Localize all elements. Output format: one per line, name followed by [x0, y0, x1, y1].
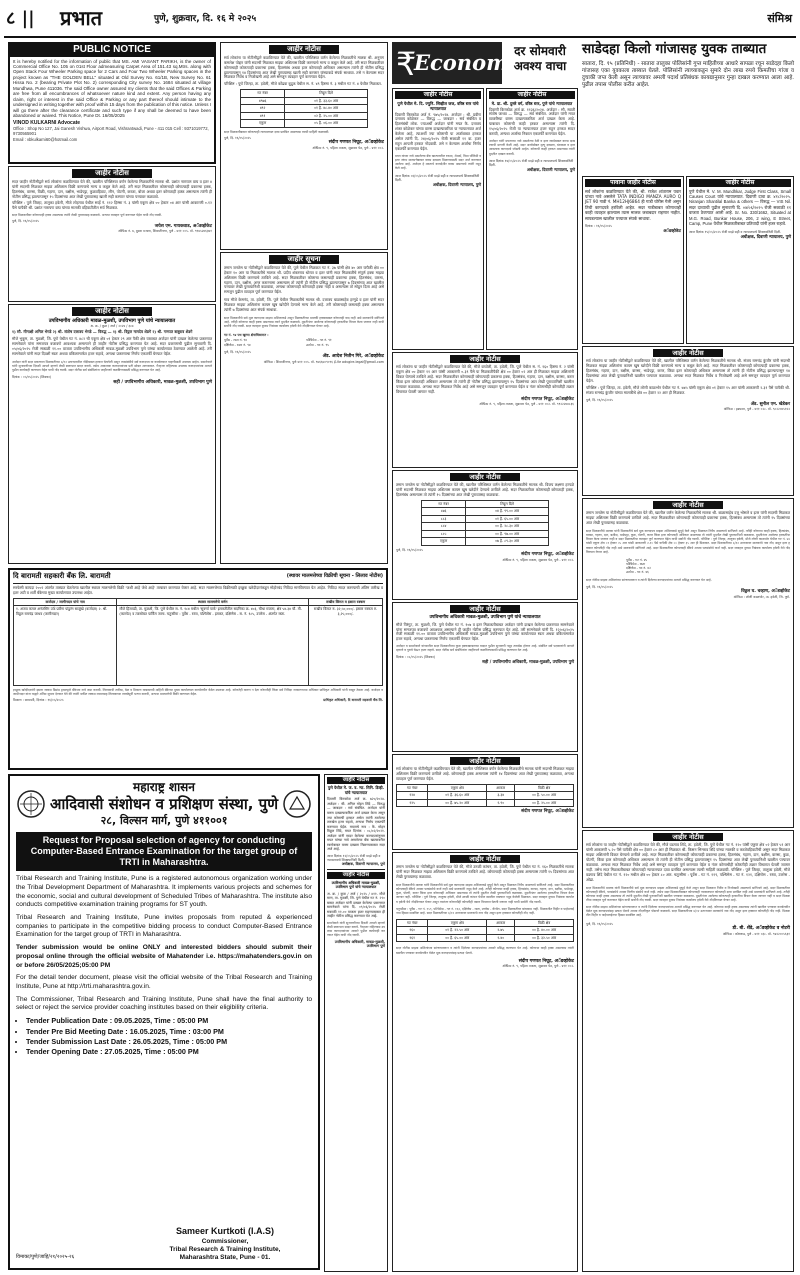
filler-text: सदर मिळकतीचे मालक यांनी मिळकतीचे सर्व मूळ कागदपत्र माझ्या अशिलाकडे सुपूर्द केले असून सदर मिळकत निर्वेध व निजोखमी असल्याचे सांगितले आहे. सदर मिळकतीवर कोणत्याही बँकेचे, पतसंस्थेचे अथवा वित्तीय संस्थेचे कर्ज नाही. तसेच सदर मिळकतीबाबत कोणत्याही न्यायालयात कोणताही दावा प्रलंबित नाही असे मालकांनी सांगितले आहे. तरीही कोणाचा काही हक्क असल्यास तो त्यांनी मुदतीत लेखी पुराव्यानिशी खालील पत्त्यावर कळवावा. मुदतीनंतर आलेल्या कोणत्याही हरकतींचा विचार केला जाणार नाही व सदर मिळकतीचा व्यवहार पूर्ण करण्यात येईल याची सर्वांनी नोंद घ्यावी. सदर व्यवहार दुय्यम निबंधक कार्यालय हवेली येथे नोंदविण्यात येणार आहे.	[586, 885, 790, 902]
notice-title: जाहीर नोटीस	[269, 45, 339, 54]
table-row	[14, 606, 383, 686]
govt-tender-ad	[8, 774, 320, 1270]
notice-date: आज दिनांक ०६/०५/२०२५ रोजी माझे सही व न्यायालयाचे शिक्क्यानिशी दिली.	[395, 173, 480, 182]
notice-mid-1	[220, 42, 388, 250]
bank-subtitle: (स्थावर मालमत्तेच्या विक्रीची सूचना - लिलाव नोटीस)	[286, 573, 383, 580]
headline-line-1: दर सोमवारी	[514, 44, 566, 58]
table-cell: २.७५	[487, 927, 515, 934]
notice-date: दिनांक : १६/०५/२०२५	[585, 224, 612, 229]
table-cell: ०५ है. ०६.०० आर	[285, 120, 368, 127]
notice-signer: ॲड. सुनील एम. खेडेकर	[750, 401, 790, 407]
notice-title: जाहीर नोटीस	[489, 91, 575, 99]
notice-title: जाहीर नोटीस	[653, 349, 723, 357]
notice-signer: अधीक्षक, दिवाणी न्यायालय, पुणे	[341, 862, 385, 867]
table-cell: ०० है. २८.३० आर	[466, 523, 549, 530]
notice-body: सरफेसी कायदा २००२ अंतर्गत ताब्यात घेतलेल्या खालील स्थावर मालमत्तेची विक्री 'जशी आहे जेथे आहे' तत्त्वावर करण्यात येणार आहे. सदर मालमत्तेच्या विक्रीसाठी इच्छुक खरेदीदारांकडून मोहोरबंद निविदा मागविण्यात येत आहेत. निविदा सादर करण्याची अंतिम तारीख व इतर अटी व शर्ती बँकेच्या मुख्य कार्यालयात उपलब्ध आहेत.	[13, 584, 383, 595]
notice-title: जाहीर नोटीस	[72, 307, 152, 316]
table-header: गट नंबर	[397, 919, 428, 926]
rfp-banner: Request for Proposal selection of agency for conducting Computer-Based Entrance Examination for the target group of TRTI in Maharashtra.	[16, 832, 312, 872]
notice-title: जाहीर नोटीस	[450, 757, 520, 765]
notice-date: दिनांक : ०५/०५/२०२५ (शिक्का)	[12, 375, 51, 380]
table-cell: ०१ है. ३३.६० आर	[285, 97, 368, 104]
notice-body: सर्व लोकांना कळविण्यात येते की, श्री. राजेश शांताराम पवार यांच्या नावे असलेले TATA INDIGO MANZA AURO Q JET 90 गाडी नं. MH12HJ6864 ही गाडी चोरीस गेली असून तिची कागदपत्रे हरविली आहेत. सदर गाडीबाबत कोणाचाही काही व्यवहार झाल्यास त्यास मालक जबाबदार राहणार नाहीत. सापडल्यास खालील पत्त्यावर संपर्क साधावा.	[585, 188, 681, 221]
page-header	[4, 4, 796, 38]
boundary-item: पश्चिमेस - रस्ता	[626, 562, 646, 567]
filler-text: अर्जदार व सामनेवाले यांच्यातील सदर मिळकतीच्या कुळ हक्काबाबतच्या वादात पुढील सुनावणी नमूद तारखेस होणार आहे. संबंधित सर्व पक्षकारांनी आपले म्हणणे व पुरावे घेऊन हजर राहावे. सदर नोटीस सर्व संबंधितांना जाहीरपणे कळविण्यासाठी प्रसिद्ध करण्यात येत आहे.	[396, 644, 574, 653]
table-cell: ४९२	[241, 105, 285, 112]
notice-mid-bottom	[324, 774, 388, 1272]
table-header: एकूण क्षेत्र	[428, 784, 487, 791]
table-cell: एकूण	[421, 538, 465, 545]
table-cell: ८८४	[421, 523, 465, 530]
notice-title: पावाना जाहीर नोटीस	[585, 179, 681, 187]
notice-body: मौजे भुकूम, ता. मुळशी, जि. पुणे येथील गट नं. ४८२ ची एकूण क्षेत्र ०१ हेक्टर २९ आर पैकी क्षेत्र याबाबत अर्जदार यांनी दाखल केलेल्या प्रकरणात सामनेवाले यांना समजपत्र बजावणे आवश्यक असल्याने ही जाहीर नोटीस प्रसिद्ध करण्यात येत आहे. सदर प्रकरणाची पुढील सुनावणी दि. ०५/०६/२०२५ रोजी सकाळी ११.०० वाजता उपविभागीय अधिकारी मावळ-मुळशी उपविभाग पुणे यांच्या कार्यालयात ठेवण्यात आलेली आहे. तरी सामनेवाले यांनी सदर दिवशी स्वतः अथवा वकिलामार्फत हजर राहावे, अन्यथा प्रकरणाचा निर्णय एकतर्फी घेण्यात येईल.	[12, 336, 212, 356]
economy-text: Economy	[414, 50, 521, 75]
notice-signer: सही / उपविभागीय अधिकारी, मावळ-मुळशी, उपविभाग पुणे	[113, 379, 212, 385]
notice-date: पुणे, दि. १६/०५/२०२५	[586, 921, 613, 926]
notice-signer: अॅडव्होकेट	[663, 228, 681, 234]
signer-title: Commissioner,	[201, 1237, 249, 1245]
filler-text: सदर मिळकतीबाबत कोणत्याही न्यायालयात दावा प्रलंबित असल्यास त्याची माहिती कळवावी.	[224, 129, 330, 134]
signer-place: Maharashtra State, Pune - 01.	[179, 1253, 271, 1261]
notice-address: ऑफिस नं. ७, दुसरा मजला, शिवाजीनगर, पुणे - ४११ ००५. मो. ९९७५२४६३४१	[118, 229, 212, 234]
public-notice-title: PUBLIC NOTICE	[10, 44, 214, 57]
filler-text: सदर नोटीस माझ्या अशिलांच्या सांगण्यावरून व त्यांनी दिलेल्या कागदपत्रांच्या आधारे प्रसिद्ध करण्यात येत आहे. कोणाचा काही हक्क असल्यास त्यांनी खालील पत्त्यावर कार्यालयीन वेळेत मूळ कागदपत्रांसह प्रत्यक्ष भेटावे अथवा नोंदणीकृत पोस्टाने कळवावे. सदर मिळकतीच्या ७/१२ उताऱ्यावर मालकांचे नाव नोंद असून इतर हक्कात कोणतीही नोंद नाही. मिळकतीत विहीर व पाईपलाईनचा हिस्सा समाविष्ट आहे.	[586, 905, 790, 918]
table-header: गट नंबर	[397, 784, 428, 791]
table-header: कर्जदार / जामीनदार यांचे नाव	[14, 598, 117, 605]
table-cell: ०० है. ९७.०० आर	[466, 530, 549, 537]
public-notice-email: Email : vbkulkarni60@hotmail.com	[13, 136, 78, 142]
notice-title: जाहीर नोटीस	[450, 355, 520, 363]
section-name: संमिश्र	[767, 12, 792, 25]
court-name: पुणे येथील मे. दि. ज्युनि. सिव्हील जज, वरिष्ठ स्तर यांचे न्यायालयात	[397, 100, 479, 111]
notice-signer: संदीप गणपत निघूट, अॅडव्होकेट	[518, 958, 574, 964]
parcel-item: पूर्वेस - रस्ता नं. ९४	[224, 337, 247, 342]
notice-title: जाहीर नोटीस	[689, 179, 791, 187]
notice-right-1	[582, 346, 794, 496]
notice-date: पुणे, दि. १६/०५/२०२५	[586, 584, 613, 589]
table-row	[421, 523, 548, 530]
notice-date: आज दिनांक १५/०५/२०२५ रोजी माझे सही व न्यायालयाचे शिक्क्यानिशी दिली.	[689, 229, 782, 234]
notice-schedule: परिशिष्ट : पुणे जिल्हा, ता. हवेली, मौजे कोंढवा बुद्रुक येथील स. नं. ४९ हिस्सा नं. ३ मधील गट नं. ४ येथील मिळकत.	[224, 81, 382, 87]
public-notice-signer: VINOD KULKARNI Advocate	[13, 119, 81, 126]
table-cell: ४९७६	[241, 97, 285, 104]
table-row	[241, 120, 368, 127]
economy-banner	[392, 42, 521, 84]
filler-text: सदर मिळकतीचे मालक यांनी मिळकतीचे सर्व मूळ कागदपत्र माझ्या अशिलाकडे सुपूर्द केले असून मिळकत निर्वेध असल्याचे सांगितले आहे. तरीही कोणाचा काही हक्क, हितसंबंध, वारसा, गहाण, दान, बक्षीस, भाडेपट्टा, कुळ, पोटगी, करार किंवा इतर कोणताही अधिकार असल्यास तो त्यांनी मुदतीत लेखी पुराव्यानिशी कळवावा. मुदतीनंतर आलेल्या हरकतींचा विचार केला जाणार नाही व सदर मिळकतीचा व्यवहार पूर्ण करण्यात येईल याची सर्वांनी नोंद घ्यावी. परिशिष्ट : पुणे जिल्हा, तालुका हवेली, मौजे लोणी काळभोर येथील गट नं. ४४ यांसी एकूण क्षेत्र ०१ हेक्टर ०५ आर यांसी आकारणी २.१० पैसे यापैकी क्षेत्र ०० हेक्टर ३५ आर ही मिळकत. सदर मिळकतीच्या ७/१२ उताऱ्यावर मालकांचे नाव नोंद असून इतर हक्कात कोणतीही नोंद नाही असे मालकांनी सांगितले आहे. सदर मिळकतीवर कोणत्याही बँकेचे अथवा पतसंस्थेचे कर्ज नाही. सदर व्यवहार दुय्यम निबंधक कार्यालय हवेली येथे नोंदविण्यात येणार आहे.	[586, 528, 790, 554]
table-cell: १६१	[397, 934, 428, 941]
govt-para-3: Tender submission would be online ONLY and interested bidders should submit their proposal online through the official website of Mahatender i.e. https://mahatenders.gov.in on or before 26/05/2025;05:00 PM	[16, 944, 312, 969]
filler-text: मयत यांच्या नावे असलेल्या बँक खात्यावरील रकमा, शेअर्स, विमा पॉलिसी व इतर जंगम मालमत्तेबाबत वारस दाखला मिळण्यासाठी सदर अर्ज करण्यात आलेला आहे. अर्जदार हे मयताचे कायदेशीर वारस असल्याचे त्यांनी नमूद केले आहे.	[395, 153, 481, 171]
court-name-2: उपविभागीय अधिकारी मावळ-मुळशी, उपविभाग पुणे यांचे न्यायालयात	[331, 880, 381, 890]
pavana-notice	[582, 176, 684, 344]
notice-title: जाहीर नोटीस	[395, 91, 481, 99]
logo-icon	[282, 789, 312, 819]
filler-text: सदर नोटीस माझ्या अशिलांच्या सांगण्यावरून व त्यांनी दिलेल्या कागदपत्रांच्या आधारे प्रसिद्ध करण्यात येत आहे. कोणाचा काही हक्क असल्यास त्यांनी खालील पत्त्यावर कार्यालयीन वेळेत मूळ कागदपत्रांसह प्रत्यक्ष भेटावे.	[396, 946, 574, 955]
notice-signer: सही / उपविभागीय अधिकारी, मावळ-मुळशी, उपविभाग पुणे	[482, 658, 574, 664]
table-cell: १६०	[397, 927, 428, 934]
table-cell: ८७६	[421, 508, 465, 515]
notice-signer: ॲड. आदेश नितीन गिरे, अॅडव्होकेट	[322, 354, 384, 360]
court-notice-1	[8, 304, 216, 564]
notice-body: सर्व लोकांना या जाहीर नोटीसीद्वारे कळविण्यात येते की, मौजे वडगाव शिंदे, ता. हवेली, जि. पुणे येथील गट नं. १२० यांसी एकूण क्षेत्र ०२ हेक्टर ५१ आर यांसी आकारणी ५.२० पैसे यापैकी क्षेत्र ०० हेक्टर ८० आर ही मिळकत श्री. किसन भिमराव शिंदे यांच्या मालकी व कब्जेवहिवाटीची असून सदर मिळकत माझ्या अशिलांनी विकत घेण्याचे ठरविले आहे. सदर मिळकतीवर कोणाचाही कोणत्याही प्रकारचा हक्क, हितसंबंध, गहाण, दान, बक्षीस, वारसा, कुळ, पोटगी, किंवा इतर कोणताही अधिकार असल्यास तो त्यांनी ही नोटीस प्रसिद्ध झाल्यापासून १५ दिवसांच्या आत लेखी पुराव्यानिशी खालील पत्त्यावर कळवावा. अन्यथा सदर मिळकत निर्वेध आहे असे समजून व्यवहार पूर्ण करण्यात येईल व नंतर कोणाचीही कोणतीही तक्रार विचारात घेतली जाणार नाही. तसेच सदर मिळकतीबाबत कोणत्याही न्यायालयात दावा प्रलंबित असल्यास त्याची माहिती कळवावी. परिशिष्ट : पुणे जिल्हा, तालुका हवेली, मौजे वडगाव शिंदे येथील गट नं. १२० मधील क्षेत्र ०० हेक्टर ८० आर. चतुःसीमा : पूर्वेस - गट नं. ११९, पश्चिमेस - गट नं. १२१, दक्षिणेस - रस्ता, उत्तरेस - ओढा.	[586, 842, 790, 882]
notice-signer: विठ्ठल घ. चव्हाण, अॅडव्होकेट	[741, 589, 790, 595]
table-header: आकार	[487, 919, 515, 926]
table-cell: १.४०	[487, 934, 515, 941]
notice-address: ऑफिस नं. ९, पहिला मजला, शुक्रवार पेठ, पुणे - ४११ ००२.	[312, 145, 384, 150]
table-row	[241, 112, 368, 119]
notice-signer: संदीप गणपत निघूट, अॅडव्होकेट	[521, 396, 574, 402]
notice-body: सदर जाहीर नोटीसीद्वारे सर्व लोकांना कळविण्यात येते की, खालील परिशिष्टात वर्णन केलेल्या मिळकतीचे मालक श्री. प्रशांत नारायण वाघ व इतर ४ यांनी सदरची मिळकत माझ्या अशिलास विक्री करण्याचे मान्य व कबूल केले आहे. तरी सदर मिळकतीवर कोणाचाही कोणत्याही प्रकारचा हक्क, हितसंबंध, वारसा, विक्री, गहाण, दान, बक्षीस, भाडेपट्टा, कुळवहिवाट, लीन, पोटगी, कब्जा, बोजा अथवा इतर कोणताही हक्क असल्यास त्यांनी ही नोटीस प्रसिद्ध झाल्यापासून १५ दिवसांच्या आत लेखी पुराव्यासह खाली सही करणार यांच्या पत्त्यावर कळवावे.	[12, 178, 212, 199]
notice-body-2: अ. क्र. / कुळ / अर्ज / २०२५ / ४११. मौजे माण, ता. मुळशी, जि. पुणे येथील गट नं. २९० बाबत अर्जदार यांनी दाखल केलेल्या प्रकरणात सामनेवाले यांना दि. ०९/०६/२०२५ रोजी सकाळी ११.०० वाजता हजर राहण्याबाबत ही जाहीर नोटीस प्रसिद्ध करण्यात येत आहे.	[327, 891, 385, 919]
notice-address: ऑफिस : शिवाजीनगर, पुणे ४११ ००५. मो. ९७६६७०९०९६ ई-मेल advgire.legal@gmail.com	[263, 360, 384, 365]
notice-address: ऑफिस नं. ९, पहिला मजला, शुक्रवार पेठ, पुणे - ४११ ००२. मो. ९९२२२४४८३६	[479, 402, 574, 407]
notice-ec-6	[392, 852, 578, 1272]
notice-body: सर्व लोकांना या नोटीसीद्वारे कळविण्यात येते की, खालील परिशिष्टात वर्णन केलेल्या मिळकतीचे मालक यांनी सदरची मिळकत माझ्या अशिलास विक्री करण्याचे ठरविले आहे. कोणाचाही हक्क असल्यास त्यांनी १४ दिवसांच्या आत लेखी पुराव्यासह कळवावा, अन्यथा व्यवहार पूर्ण करण्यात येईल.	[396, 766, 574, 781]
table-cell: ०२ है. २५.०० आर	[285, 112, 368, 119]
notice-schedule: परिशिष्ट : पुणे जिल्हा, तालुका हवेली, मौजे लोहगाव येथील सर्व्हे नं. ११२ हिस्सा नं. ३ यांसी एकूण क्षेत्र ०० हेक्टर ०४ आर यांसी आकारणी ०.१२ पैसे यापैकी श्री. प्रशांत नारायण वाघ यांच्या मालकी वहिवाटीतील सर्व मिळकत.	[12, 200, 212, 211]
notice-title: जाहीर सूचना	[269, 255, 339, 264]
table-cell: ०० है. ४०.०० आर	[515, 927, 574, 934]
area-table	[421, 500, 549, 546]
notice-date: पुणे, दि. १६/०५/२०२५	[586, 397, 613, 402]
svg-text:₹: ₹	[396, 45, 417, 83]
news-body: सातारा, दि. १५ (प्रतिनिधी) - सातारा तालुका पोलिसांनी गुप्त माहितीच्या आधारे सापळा रचून साडेदहा किलो गांजासह एका युवकाला ताब्यात घेतले. पोलिसांनी त्याच्याकडून सुमारे दोन लाख रुपये किमतीचा गांजा व दुचाकी जप्त केली असून त्याच्यावर अमली पदार्थ प्रतिबंधक कायद्यानुसार गुन्हा दाखल करण्यात आला आहे. पुढील तपास पोलीस करीत आहेत.	[582, 60, 794, 88]
area-table	[240, 89, 368, 127]
notice-footer: पुणे, दि. १६/०५/२०२५	[224, 135, 251, 140]
date-line: पुणे, शुक्रवार, दि. १६ मे २०२५	[154, 14, 257, 24]
notice-right-2	[582, 498, 794, 828]
notice-body: दिवाणी किरकोळ अर्ज नं. ९७५/२०२४. अर्जदार : श्री. प्रवीण दत्तात्रय कोळेकर — विरुद्ध — जाबदार : सर्व संबंधित व हितसंबंधी लोक. ज्याअर्थी अर्जदार यांनी मयत कै. दत्तात्रय शंकर कोळेकर यांच्या वारस दाखल्याकरिता या न्यायालयात अर्ज केलेला आहे, त्याअर्थी ज्या कोणाची या अर्जाबाबत हरकत असेल त्यांनी दि. २४/०६/२०२५ रोजी सकाळी ११ वा. हजर राहून आपली हरकत नोंदवावी. तसे न केल्यास अर्जाचा निर्णय एकतर्फी करण्यात येईल.	[395, 111, 481, 151]
notice-ec-3	[392, 352, 578, 468]
table-cell: १२४	[397, 792, 428, 799]
notice-body: दिवाणी किरकोळ अर्ज क्र. ७२०/२०२४. अर्जदार : श्री. अनिल मोहन शिंदे — विरुद्ध — जाबदार : सर्व संबंधित. अर्जदार यांनी वारस दाखल्याकरिता अर्ज दाखल केला असून ज्या कोणाची हरकत असेल त्यांनी ठरलेल्या तारखेस हजर राहावे, अन्यथा निर्णय एकतर्फी करण्यात येईल. मयताचे नाव : कै. मोहन विठ्ठल शिंदे, मयत दिनांक : ०८/०२/२०२१. अर्जदार यांनी सादर केलेल्या कागदपत्रांनुसार मयत यांच्या नावे असलेल्या बँक खात्यावरील रकमेबाबत वारस दाखला मिळण्याबाबत सदर अर्ज आहे.	[327, 797, 385, 852]
table-header: एकूण क्षेत्र	[428, 919, 487, 926]
notice-title: जाहीर नोटीस	[450, 473, 520, 481]
notice-signer: अधीक्षक, दिवाणी न्यायालय, पुणे	[432, 181, 481, 187]
court-name: उपविभागीय अधिकारी मावळ-मुळशी, उपविभाग पुणे यांचे न्यायालयात	[48, 317, 176, 324]
masthead: प्रभात	[60, 6, 103, 30]
notice-ec-1	[392, 88, 484, 350]
table-cell: ०१ है. ४८.४० आर	[285, 105, 368, 112]
notice-date: पुणे, दि. १६/०५/२०२५	[396, 547, 423, 552]
notice-signer: संदीप गणपत निघूट, अॅडव्होकेट	[521, 552, 574, 558]
notice-title: जाहीर नोटीस	[653, 501, 723, 509]
table-row	[241, 105, 368, 112]
table-cell: ४९१	[241, 112, 285, 119]
notice-title: जाहीर नोटीस	[450, 605, 520, 613]
case-number: अ. क्र. / कुळ / अर्ज / २०२४ / ३८७	[90, 324, 134, 328]
table-header: विक्री क्षेत्र	[515, 784, 574, 791]
parcel-item: उत्तरेस - गट नं. ९५	[306, 342, 329, 347]
table-header: गट नंबर	[421, 500, 465, 507]
notice-ec-2	[486, 88, 578, 350]
filler-text: सदर मिळकतीचे सर्व मूळ कागदपत्र माझ्या अशिलाकडे असून मिळकतीच्या मालकी हक्काबाबत कोणताही वाद नाही असे मालकांनी सांगितले आहे. तरीही कोणाचा काही हक्क असल्यास त्याने मुदतीत कळवावे. मुदतीनंतर आलेल्या कोणत्याही हरकतींचा विचार केला जाणार नाही याची सर्वांनी नोंद घ्यावी. सदर व्यवहार दुय्यम निबंधक कार्यालय हवेली येथे नोंदविण्यात येणार आहे.	[224, 316, 384, 329]
notice-ec-4	[392, 470, 578, 600]
filler-text: सदर नोटीस माझ्या अशिलांच्या सांगण्यावरून व त्यांनी दिलेल्या कागदपत्रांच्या आधारे प्रसिद्ध करण्यात येत आहे.	[586, 577, 712, 582]
table-cell: ०० है. ६५.०० आर	[428, 934, 487, 941]
table-cell: ८८३	[421, 515, 465, 522]
notice-date: आज दिनांक १२/०५/२०२५ रोजी माझे सही व न्यायालयाचे शिक्क्यानिशी दिली.	[327, 853, 381, 863]
table-cell: ०१ है. २२.५० आर	[428, 927, 487, 934]
govt-para-1: Tribal Research and Training Institute, Pune is a registered autonomous organization working under the Tribal Development Department of Maharashtra. It implements various projects and schemes for the economic, social and cultural development of Scheduled Tribes of Maharashtra. The institute also conducts competitive examination training programs for ST youth.	[16, 875, 312, 909]
bank-auction-notice	[8, 568, 388, 770]
parties: १) सौ. मीनाक्षी अनिल भेगडे २) श्री. संतोष दत्तात्रय भेगडे — विरुद्ध — १) श्री. विठ्ठल नामदेव शेडगे २) श्री. गणपत बाबुराव शेडगे	[12, 329, 193, 335]
table-row	[397, 799, 574, 806]
table-header: विक्री क्षेत्र	[515, 919, 574, 926]
boundary-list	[626, 558, 790, 575]
public-notice-address: Office : Shop No 127, Jai Ganesh Vishwa, Airport Road, Vishrantwadi, Pune - 411 015 Cell : 9371019772, 9730565901	[13, 126, 209, 137]
notice-body: सर्व लोकांना या नोटीसीद्वारे कळविण्यात येते की, खालील परिशिष्टात वर्णन केलेल्या मिळकतीचे मालक श्री. अनुराग कमलेश पोद्दार यांनी सदरची मिळकत माझ्या अशिलास विक्री करण्याचे मान्य व कबूल केले आहे. तरी सदर मिळकतीवर कोणाचाही कोणत्याही प्रकारचा हक्क, हितसंबंध अथवा इतर कोणताही अधिकार असल्यास त्यांनी ही नोटीस प्रसिद्ध झाल्यापासून १४ दिवसांच्या आत लेखी पुराव्यासह खाली सही करणार यांच्याकडे संपर्क साधावा. तसे न केल्यास सदर मिळकत निर्वेध व निजोखमी आहे असे समजून व्यवहार पूर्ण करण्यात येईल.	[224, 54, 384, 80]
notice-signer: प्राधिकृत अधिकारी, दि बारामती सहकारी बँक लि.	[323, 698, 383, 703]
table-cell: मौजे हिंजवडी, ता. मुळशी, जि. पुणे येथील स. नं. १८४ मधील 'सुवर्णा पार्क' इमारतीतील सदनिका क्र. ४०३, चौथा मजला, क्षेत्र ५४.३४ चौ. मी. (कारपेट) व त्यासोबत पार्किंग जागा. चतुःसीमा : पूर्वेस - रस्ता, पश्चिमेस - इमारत, दक्षिणेस - स. नं. १८५, उत्तरेस - अंतर्गत रस्ता.	[117, 606, 309, 686]
table-cell: ०१ है. ३६.६० आर	[428, 792, 487, 799]
notice-title: जाहीर नोटीस	[450, 855, 520, 863]
table-row	[421, 508, 548, 515]
area-table	[396, 784, 574, 807]
parcel-item: पश्चिमेस - गट नं. ९१	[306, 337, 332, 342]
govt-para-5: The Commissioner, Tribal Research and Training Institute, Pune shall have the final authority to select or reject the service provider coaching institutes based on their eligibility criteria.	[16, 995, 312, 1012]
filler-text: सदर मिळकतीचे मालक यांनी मिळकतीचे सर्व मूळ कागदपत्र माझ्या अशिलाकडे सुपूर्द केले असून मिळकत निर्वेध असल्याचे सांगितले आहे. सदर मिळकतीवर कोणत्याही बँकेचे अथवा पतसंस्थेचे कर्ज नाही असे मालकांनी नमूद केले आहे. तरीही कोणाचा काही हक्क, हितसंबंध, वारसा, गहाण, दान, बक्षीस, भाडेपट्टा, कुळ, पोटगी, करार किंवा इतर कोणताही अधिकार असल्यास तो त्यांनी मुदतीत लेखी पुराव्यानिशी कळवावा. मुदतीनंतर आलेल्या हरकतींचा विचार केला जाणार नाही. परिशिष्ट : पुणे जिल्हा, तालुका हवेली, मौजे उरुळी कांचन येथील खालील तक्त्यात नमूद केलेली मिळकत. सदर व्यवहार दुय्यम निबंधक कार्यालय हवेली येथे नोंदविण्यात येणार असून त्यानंतर कोणाचीही कोणतीही तक्रार विचारात घेतली जाणार नाही याची सर्वांनी नोंद घ्यावी.	[396, 882, 574, 904]
area-table	[396, 919, 574, 942]
table-cell: राखीव किंमत रु. ३२,५०,०००/- इसारा रक्कम रु. ३,२५,०००/-	[309, 606, 383, 686]
table-row	[421, 515, 548, 522]
parcel-item: गट नं. ९४ पथ खुल्या क्षेत्राधिकारात :	[224, 332, 269, 337]
table-cell: ०० है. २५.०० आर	[515, 799, 574, 806]
notice-signer: अधीक्षक, दिवाणी न्यायालय, पुणे	[526, 167, 575, 173]
tender-schedule	[16, 1016, 312, 1058]
court-notice-2	[392, 602, 578, 752]
boundary-item: दक्षिणेस - गट नं. ४२	[626, 566, 651, 571]
notice-body: सर्व लोकांना या जाहीर नोटीसीद्वारे कळविण्यात येते की, मौजे वाघोली, ता. हवेली, जि. पुणे येथील स. नं. १६० हिस्सा नं. २ यांसी एकूण क्षेत्र ०० हेक्टर ११ आर यांसी आकारणी ०.३९ पैसे या मिळकतीपैकी क्षेत्र ०० हेक्टर ०२ आर ही मिळकत माझ्या अशिलांनी विकत घेण्याचे ठरविले आहे. सदर मिळकतीवर कोणाचाही कोणत्याही प्रकारचा हक्क, हितसंबंध, गहाण, दान, बक्षीस, वारसा, करार किंवा इतर कोणताही अधिकार असल्यास तो त्यांनी ही नोटीस प्रसिद्ध झाल्यापासून १५ दिवसांच्या आत लेखी पुराव्यानिशी खालील पत्त्यावर कळवावा. अन्यथा सदर मिळकत निर्वेध आहे असे समजून व्यवहार पूर्ण करण्यात येईल व नंतर कोणाचीही कोणतीही तक्रार विचारात घेतली जाणार नाही.	[396, 364, 574, 394]
table-header: लिहून दिले	[466, 500, 549, 507]
table-header: गट नंबर	[241, 90, 285, 97]
govt-signature	[140, 1226, 310, 1262]
table-cell: ०१ है. ६५.०० आर	[466, 515, 549, 522]
public-notice-body: It is hereby notified for the information of public that MS. AMI VASANT PARIKH, is the owner of Commercial Office No. 105 on 01st Floor admeasuring Carpet Area of 151.43 sq.Mtrs. along with Open Stack Four Wheeler Parking space for 2 Cars and Four Two Wheeler Parking spaces in the project known as "THE GOLDEN BELL" situated at Old Survey No. 61/1B, New Survey No. 61 Hissa No. 2 (bearing Private Plot No. 2) corresponding City survey No. 1684 situated at village Mundhwa, Pune 411036. The said Office owner assured my clients that the said Offices & Parking are free from all encumbrances of whatsoever nature kind and extent. Any person having any claim, right or interest in the said Office & Parking or any part thereof should intimate to the undersigned in writing together with proof within 15 days from the publication of this notice. Unless I will go there after the clearance certificate and such type if any shall be deemed to have been abandoned or waived. This Notice, Pune Dt. 16/05/2025	[13, 58, 211, 119]
public-notice	[8, 42, 216, 164]
filler-text: चतुःसीमा : पूर्वेस - गट नं. १५९, पश्चिमेस - गट नं. १६२, दक्षिणेस - रस्ता, उत्तरेस - कॅनॉल. सदर मिळकतीवर बांधकाम नाही. मिळकतीत विहीर व पाईपलाईनचा हिस्सा समाविष्ट आहे. सदर मिळकतीच्या ७/१२ उताऱ्यावर मालकांचे नाव नोंद असून इतर हक्कात कोणतीही नोंद नाही.	[396, 906, 574, 915]
filler-text: इच्छुक खरेदीदारांनी इसारा रक्कम डिमांड ड्राफ्टद्वारे बँकेच्या नावे जमा करावी. लिलावाची तारीख, वेळ व ठिकाण याबाबतची माहिती बँकेच्या मुख्य कार्यालयात कार्यालयीन वेळेत उपलब्ध आहे. कोणतेही कारण न देता कोणतीही किंवा सर्व निविदा नाकारण्याचा अधिकार प्राधिकृत अधिकारी यांनी राखून ठेवला आहे. कर्जदार व जामीनदार यांना याद्वारे अंतिम सूचना देण्यात येते की त्यांनी थकीत रक्कम व्याजासह लिलावाच्या तारखेपूर्वी भरणा करावी, अन्यथा मालमत्तेची विक्री करण्यात येईल.	[13, 688, 383, 697]
table-cell: १. अजय कमल अनंतसिंग उर्फ प्रवीण पांडुरंग साळुंखे (कर्जदार) २. श्री. विठ्ठल रामचंद्र जाधव (जामीनदार)	[14, 606, 117, 686]
rupee-icon	[394, 43, 416, 83]
schedule-item: • Tender Opening Date : 27.05.2025, Time : 05:00 PM	[26, 1047, 312, 1057]
notice-title: जाहीर नोटीस	[72, 169, 152, 178]
notice-address: ऑफिस : लोणी काळभोर, ता. हवेली, जि. पुणे.	[733, 594, 790, 599]
notice-signer: संदीप गणपत निघूट, अॅडव्होकेट	[521, 809, 574, 815]
table-cell: एकूण	[241, 120, 285, 127]
signer-name: Sameer Kurtkoti (I.A.S)	[175, 1226, 275, 1237]
table-cell: ०० है. ७५.२० आर	[428, 799, 487, 806]
suchana-notice	[220, 252, 388, 564]
table-row	[397, 927, 574, 934]
org-name: आदिवासी संशोधन व प्रशिक्षण संस्था, पुणे	[49, 795, 279, 813]
filler-text: सामनेवाले यांनी सुनावणीच्या दिवशी आपले म्हणणे लेखी स्वरूपात सादर करावे. गैरहजर राहिल्यास उपलब्ध कागदपत्रांच्या आधारे पुढील कार्यवाही करण्यात येईल याची नोंद घ्यावी.	[327, 920, 385, 938]
table-cell: ०७ है. ८९.३० आर	[466, 538, 549, 545]
table-cell: ०० है. ५०.०० आर	[515, 792, 574, 799]
notice-schedule: परिशिष्ट : पुणे जिल्हा, ता. हवेली, मौजे लोणी काळभोर येथील गट नं. ७४५ यांसी एकूण क्षेत्र ०१ हेक्टर १५ आर यांसी आकारणी २.३१ पैसे यापैकी श्री. संजय रामचंद्र कुंजीर यांच्या मालकीचे क्षेत्र ०० हेक्टर २२ आर ही मिळकत.	[586, 384, 790, 395]
notice-signer: जयेश एम. गायकवाड, अॅडव्होकेट	[154, 223, 212, 229]
govt-para-4: For the detail tender document, please visit the official website of the Tribal Research and Training Institute, Pune at http://trti.maharashtra.gov.in.	[16, 974, 312, 990]
table-row	[421, 530, 548, 537]
table-cell: १.९०	[487, 799, 515, 806]
notice-signer: डी. बी. शेंडे, अॅडव्होकेट व नोटरी	[732, 925, 790, 931]
bank-name: दि बारामती सहकारी बँक लि. बारामती	[13, 572, 111, 580]
legal-notice	[686, 176, 794, 344]
notice-place: पुणे, दि. १६/०५/२०२५	[12, 219, 39, 224]
schedule-item: • Tender Publication Date : 09.05.2025, Time : 05:00 PM	[26, 1016, 312, 1026]
parcel-item: दक्षिणेस - रस्ता नं. ९४	[224, 342, 251, 347]
table-header: आकार	[487, 784, 515, 791]
notice-title-2: जाहीर नोटीस	[327, 872, 385, 879]
schedule-item: • Tender Submission Last Date : 26.05.2025, Time : 05:00 PM	[26, 1037, 312, 1047]
boundary-item: पूर्वेस - गट नं. ४५	[626, 557, 648, 562]
page-number: ८ ||	[6, 8, 35, 29]
notice-signer: अधीक्षक, दिवाणी न्यायालय, पुणे	[740, 233, 791, 239]
signer-org: Tribal Research & Training Institute,	[169, 1245, 281, 1253]
table-row	[397, 792, 574, 799]
table-header: राखीव किंमत व इसारा रक्कम	[309, 598, 383, 605]
court-name: उपविभागीय अधिकारी मावळ-मुळशी, उपविभाग पुणे यांचे न्यायालयात	[429, 615, 541, 621]
govt-para-2: Tribal Research and Training Institute, Pune invites proposals from reputed & experienced companies to participate in the competitive bidding process to conduct Computer-Based Entrance Examination for the target group of TRTI in Maharashtra.	[16, 914, 312, 939]
parcel-list	[224, 333, 384, 348]
notice-body: सर्व लोकांना या जाहीर नोटीसीद्वारे कळविण्यात येते की, खालील परिशिष्टात वर्णन केलेल्या मिळकतीचे मालक श्री. संजय रामचंद्र कुंजीर यांनी सदरची मिळकत माझ्या अशिलांना कायम खुष खरेदीने विक्री करण्याचे मान्य व कबूल केले आहे. सदर मिळकतीवर कोणाचाही कोणत्याही प्रकारचा हक्क, हितसंबंध, गहाण, दान, बक्षीस, वारसा, भाडेपट्टा, करार, किंवा इतर कोणताही अधिकार असल्यास तो त्यांनी ही नोटीस प्रसिद्ध झाल्यापासून १४ दिवसांच्या आत लेखी पुराव्यानिशी खालील पत्त्यावर कळवावा. अन्यथा सदर मिळकत निर्वेध व निजोखमी आहे असे समजून व्यवहार पूर्ण करण्यात येईल.	[586, 358, 790, 383]
property-table	[13, 598, 383, 686]
govt-title: महाराष्ट्र शासन	[133, 780, 195, 794]
headline-line-2: अवश्य वाचा	[513, 59, 567, 73]
table-cell: १२५	[397, 799, 428, 806]
table-cell: ०० है. ३२.५० आर	[515, 934, 574, 941]
table-cell: ०४ है. ९९.०० आर	[466, 508, 549, 515]
news-headline: साडेदहा किलो गांजासह युवक ताब्यात	[582, 41, 767, 57]
notice-signer: संदीप गणपत निघूट, अॅडव्होकेट	[328, 140, 384, 146]
notice-body: तमाम जनतेस या नोटीसीद्वारे कळविण्यात येते की, मौजे उरुळी कांचन, ता. हवेली, जि. पुणे येथील गट नं. १६० मिळकतीचे मालक यांनी सदर मिळकत माझ्या अशिलास विक्री करण्याचे ठरविले आहे. कोणाचाही कोणताही हक्क असल्यास त्यांनी १५ दिवसांच्या आत लेखी पुराव्यासह कळवावा.	[396, 864, 574, 879]
court-name: मे. प्रा. श्री. दुसरे वर्ग, वरिष्ठ स्तर, पुणे यांचे न्यायालयात	[491, 100, 573, 106]
filler-text: सदर मिळकतीवर कोणाचाही हक्क असल्यास त्यांनी लेखी पुराव्यासह कळवावे. अन्यथा व्यवहार पूर्ण करण्यात येईल याची नोंद घ्यावी.	[12, 213, 163, 218]
table-row	[241, 97, 368, 104]
table-cell: ३.३४	[487, 792, 515, 799]
notice-ec-5	[392, 754, 578, 850]
headline-mid	[504, 44, 576, 74]
govt-ref: विमाका/पुणे/जाहि/२१/२०२५-२६	[16, 1253, 75, 1260]
notice-right-3	[582, 830, 794, 1272]
right-news	[582, 42, 794, 174]
table-row	[421, 538, 548, 545]
org-address: २८, विल्सन मार्ग, पुणे ४११००१	[100, 813, 228, 827]
notice-body: मौजे पिरंगुट, ता. मुळशी, जि. पुणे येथील गट नं. १०७ व इतर मिळकतीबाबत अर्जदार यांनी दाखल केलेल्या प्रकरणात सामनेवाले यांना समजपत्र बजावणे आवश्यक असल्याने ही जाहीर नोटीस प्रसिद्ध करण्यात येत आहे. तरी सामनेवाले यांनी दि. १२/०६/२०२५ रोजी सकाळी ११.०० वाजता उपविभागीय अधिकारी मावळ-मुळशी उपविभाग पुणे यांच्या कार्यालयात स्वतः अथवा वकिलामार्फत हजर राहावे, अन्यथा प्रकरणाचा निर्णय एकतर्फी घेण्यात येईल.	[396, 621, 574, 642]
emblem-icon	[16, 789, 46, 819]
notice-title: जाहीर नोटीस	[653, 833, 723, 841]
notice-date: पुणे, दि. १६/०५/२०२५	[224, 350, 251, 355]
notice-body: तमाम जनतेस या नोटीसीद्वारे कळविण्यात येते की, खालील वर्णन केलेल्या मिळकतीचे मालक श्री. बाळासाहेब दत्तू भोसले व इतर यांनी सदरची मिळकत माझ्या अशिलास विक्री करण्याचे ठरविले आहे. सदर मिळकतीवर कोणाचाही कोणत्याही प्रकारचा हक्क, हितसंबंध असल्यास तो त्यांनी १५ दिवसांच्या आत लेखी पुराव्यासह कळवावा.	[586, 510, 790, 525]
notice-left-1	[8, 166, 216, 302]
notice-address: ऑफिस नं. ९, पहिला मजला, शुक्रवार पेठ, पुणे - ४११ ००२.	[502, 964, 574, 969]
court-name: पुणे येथील मे. ज. व. न्या. सिनि. डिव्ही. यांचे न्यायालयात	[327, 784, 385, 795]
notice-date: आज दिनांक १४/०५/२०२५ रोजी माझे सही व न्यायालयाचे शिक्क्यानिशी दिली.	[489, 158, 574, 167]
notice-address: ऑफिस : कोथरूड, पुणे - ४११ ०३८. मो. ९४२२००५६३१	[722, 931, 790, 936]
table-header: स्थावर मालमत्तेचे वर्णन	[117, 598, 309, 605]
notice-body: दिवाणी किरकोळ अर्ज क्र. ११३६/२०२४. अर्जदार : सौ. स्वाती संतोष जाधव — विरुद्ध — सर्व संबंधित. अर्जदार यांनी मयत व्यक्तीच्या वारस दाखल्याकरिता अर्ज दाखल केला आहे. याबाबत कोणाची काही हरकत असल्यास त्यांनी दि. १५/०६/२०२५ रोजी या न्यायालयात हजर राहून हरकत सादर करावी, अन्यथा अर्जाचा निकाल एकतर्फी करण्यात येईल.	[489, 106, 575, 137]
schedule-item: • Tender Pre Bid Meeting Date : 16.05.2025, Time : 03:00 PM	[26, 1027, 312, 1037]
table-header: लिहून दिले	[285, 90, 368, 97]
notice-body: पुणे येथील मे. V. M. Mundhkar, Judge First Class, Small Causes Court यांचे न्यायालयात. दिवाणी दावा क्र. ४१८/२०२५. Niranjan Shantilal Banka & others — विरुद्ध — VIS Nil. सदर दाव्याची पुढील सुनावणी दि. ०४/०६/२०२५ रोजी सकाळी ११ वाजता ठेवण्यात आली आहे. Sr. No. 330/1662, Situated at M.G. Road, Bunkar House, 206, 2 wing, E Street, Camp, Pune येथील मिळकतीबाबत प्रतिवादी यांनी हजर राहावे.	[689, 188, 791, 227]
notice-address: ऑफिस नं. ९, पहिला मजला, शुक्रवार पेठ, पुणे - ४११ ००२.	[502, 557, 574, 562]
boundary-item: उत्तरेस - गट नं. ४६	[626, 570, 649, 575]
table-cell: ८८५	[421, 530, 465, 537]
notice-body: तमाम जनतेस या नोटीसीद्वारे कळविण्यात येते की, खालील परिशिष्टात वर्णन केलेल्या मिळकतीचे मालक श्री. विजय लक्ष्मण हरपळे यांनी सदरची मिळकत माझ्या अशिलास कायम खुष खरेदीने देण्याचे ठरविले आहे. सदर मिळकतीवर कोणाचाही कोणताही हक्क, हितसंबंध असल्यास तो त्यांनी १५ दिवसांच्या आत लेखी पुराव्यासह कळवावा.	[396, 482, 574, 497]
filler-text: अर्जदार यांनी सदर प्रकरणात मिळकतीच्या ७/१२ उताऱ्यावरील नोंदीबाबत हरकत घेतलेली असून त्यासंबंधीचे सर्व कागदपत्र या कार्यालयात पाहणीसाठी उपलब्ध आहेत. सामनेवाले यांनी सुनावणीच्या दिवशी आपले म्हणणे लेखी स्वरूपात सादर करावे. तसेच आवश्यक कागदपत्रांच्या प्रती सोबत आणाव्यात. गैरहजर राहिल्यास उपलब्ध कागदपत्रांच्या आधारे पुढील कार्यवाही करण्यात येईल याची नोंद घ्यावी. सदर नोटीस सर्व संबंधितांना जाहीरपणे कळविण्यासाठी प्रसिद्ध करण्यात येत आहे.	[12, 359, 212, 373]
notice-body-2: गाव मौजे केसनंद, ता. हवेली, जि. पुणे येथील मिळकतीचे मालक श्री. दत्तात्रय बाळासाहेब हरगुडे व इतर यांनी सदर मिळकत माझ्या अशिलांना कायम खुष खरेदीने देण्याचे मान्य केले आहे. तरी कोणाचाही कसलाही हक्क असल्यास त्यांनी ७ दिवसांच्या आत संपर्क साधावा.	[224, 297, 384, 313]
notice-address: ऑफिस : हडपसर, पुणे - ४११ ०२८. मो. ९८२२०४५१२२	[723, 407, 790, 412]
notice-date: दिनांक : ०८/०५/२०२५ (शिक्का)	[396, 654, 435, 659]
notice-footer: ठिकाण : बारामती, दिनांक : १६/०५/२०२५	[13, 698, 64, 703]
notice-signer-2: उपविभागीय अधिकारी, मावळ-मुळशी, उपविभाग पुणे	[334, 939, 385, 949]
notice-title: जाहीर नोटीस	[327, 777, 385, 784]
filler-text: अर्जदार यांनी मयताच्या नावे असलेल्या ठेवी व इतर रकमेबाबत वारस दाखल्याची मागणी केली आहे. सदर अर्जासोबत मृत्यू दाखला, वंशावळ व इतर आवश्यक कागदपत्रे जोडली आहेत. कोणाची काही हरकत असल्यास त्यांनी मुदतीत दाखल करावी.	[489, 139, 575, 156]
notice-body: तमाम जनतेस या नोटीसीद्वारे कळविण्यात येते की, पुणे येथील मिळकत गट नं. ३७ यांसी क्षेत्र ४० आर यापैकी क्षेत्र ०० हेक्टर १० आर या मिळकतीचे मालक श्री. प्रदीप शंकरराव थोरात व इतर यांनी सदर मिळकतीचे संपूर्ण हक्क माझ्या अशिलास विक्री करण्याचे ठरविले आहे. सदर मिळकतीवर कोणाचा कसल्याही प्रकारचा हक्क, हितसंबंध, वारसा, गहाण, दान, बक्षीस, अगर करारनामा असल्यास तो त्यांनी ही नोटीस प्रसिद्ध झाल्यापासून ७ दिवसांच्या आत खालील पत्त्यावर लेखी पुराव्यानिशी कळवावा, अन्यथा कोणाचाही कोणताही हक्क नाही व असल्यास तो सोडून दिला आहे असे समजून पुढील व्यवहार पूर्ण करण्यात येईल.	[224, 264, 384, 295]
table-row	[397, 934, 574, 941]
